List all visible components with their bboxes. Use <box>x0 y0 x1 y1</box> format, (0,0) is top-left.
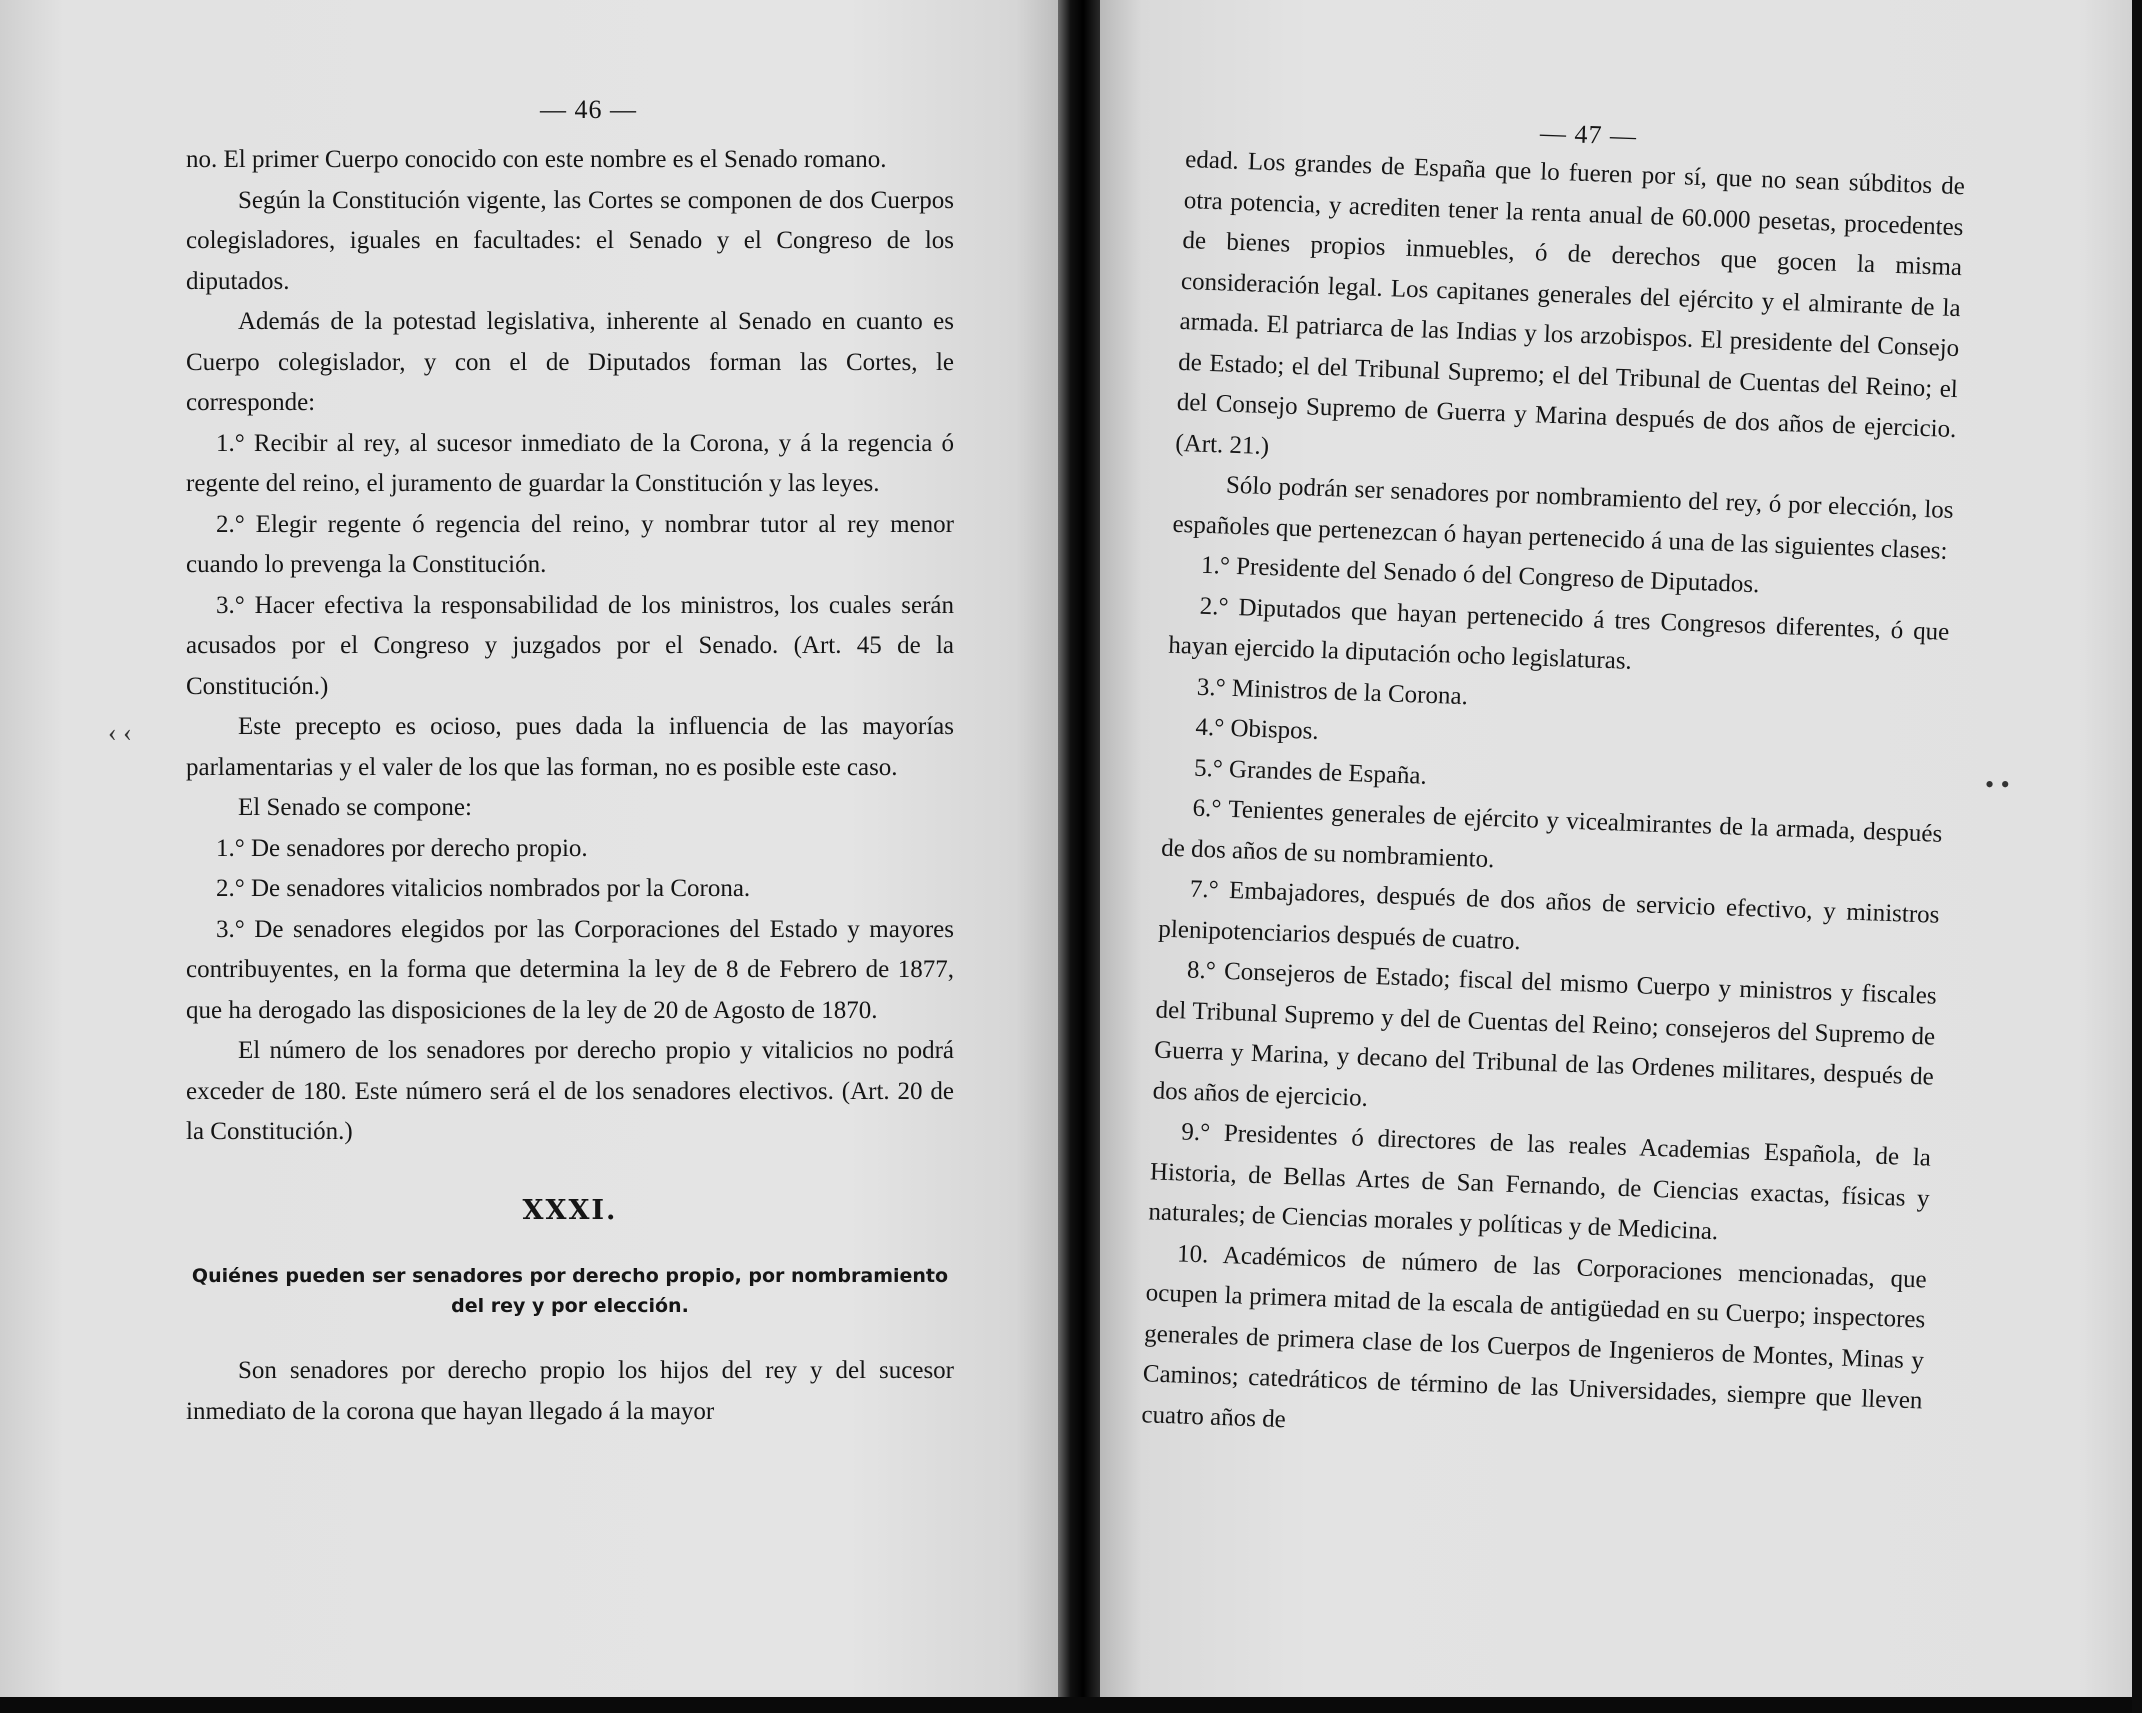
chapter-heading: XXXI. <box>522 1194 618 1226</box>
list-item: 1.° Recibir al rey, al sucesor inmediato de la Corona, y á la regencia ó regente del reino, el juramento de guardar la Constitución y las leyes. <box>186 429 954 497</box>
page-number-left: — 46 — <box>540 95 637 124</box>
book-gutter <box>1058 0 1100 1713</box>
page-number-right: — 47 — <box>1539 118 1638 151</box>
paragraph: Sólo podrán ser senadores por nombramiento del rey, ó por elección, los españoles que pertenezcan ó hayan pertenecido á una de las siguientes clases: <box>1172 471 1955 565</box>
right-page-text <box>1141 140 1966 1462</box>
paragraph: edad. Los grandes de España que lo fueren por sí, que no sean súbditos de otra potencia, y acrediten tener la renta anual de 60.000 pesetas, procedentes de bienes propios inmuebles, ó de derechos que gocen la misma consideración legal. Los capitanes generales del ejército y el almirante de la armada. El patriarca de las Indias y los arzobispos. El presidente del Consejo de Estado; el del Tribunal Supremo; el del Tribunal de Cuentas del Reino; el del Consejo Supremo de Guerra y Marina después de dos años de ejercicio. (Art. 21.) <box>1174 145 1966 460</box>
list-item: 10. Académicos de número de las Corporaciones mencionadas, que ocupen la primera mitad de la escala de antigüedad en su Cuerpo; inspectores generales de primera clase de los Cuerpos de Ingenieros de Montes, Minas y Caminos; catedráticos de término de las Universidades, siempre que lleven cuatro años de <box>1141 1239 1928 1433</box>
scan-right-edge <box>2132 0 2142 1713</box>
paragraph: Son senadores por derecho propio los hijos del rey y del sucesor inmediato de la corona que hayan llegado á la mayor <box>186 1357 954 1425</box>
left-page-text <box>186 140 954 1432</box>
paragraph: no. El primer Cuerpo conocido con este nombre es el Senado romano. <box>186 146 887 173</box>
paragraph: El número de los senadores por derecho propio y vitalicios no podrá exceder de 180. Este número será el de los senadores electivos. (Art. 20 de la Constitución.) <box>186 1037 954 1145</box>
list-item: 4.° Obispos. <box>1195 713 1320 745</box>
list-item: 3.° De senadores elegidos por las Corporaciones del Estado y mayores contribuyentes, en la forma que determina la ley de 8 de Febrero de 1877, que ha derogado las disposiciones de la ley de 20 de Agosto de 1870. <box>186 915 954 1024</box>
list-item: 2.° Elegir regente ó regencia del reino, y nombrar tutor al rey menor cuando lo prevenga la Constitución. <box>186 510 954 578</box>
chapter-subtitle: Quiénes pueden ser senadores por derecho propio, por nombramiento del rey y por elección. <box>191 1265 949 1317</box>
paragraph: Además de la potestad legislativa, inherente al Senado en cuanto es Cuerpo colegislador, y con el de Diputados forman las Cortes, le corresponde: <box>186 308 954 416</box>
list-item: 5.° Grandes de España. <box>1193 754 1428 790</box>
list-item: 9.° Presidentes ó directores de las reales Academias Española, de la Historia, de Bellas Artes de San Fernando, de Ciencias exactas, físicas y naturales; de Ciencias morales y políticas y de Medicina. <box>1148 1118 1932 1246</box>
list-item: 2.° De senadores vitalicios nombrados por la Corona. <box>216 875 751 902</box>
list-item: 1.° Presidente del Senado ó del Congreso de Diputados. <box>1200 551 1760 599</box>
list-item: 3.° Ministros de la Corona. <box>1196 673 1469 710</box>
paragraph: Este precepto es ocioso, pues dada la influencia de las mayorías parlamentarias y el valer de los que las forman, no es posible este caso. <box>186 713 954 781</box>
margin-mark: ‹ ‹ <box>108 718 132 747</box>
paragraph: El Senado se compone: <box>238 794 472 821</box>
paragraph: Según la Constitución vigente, las Cortes se componen de dos Cuerpos colegisladores, iguales en facultades: el Senado y el Congreso de los diputados. <box>186 186 954 295</box>
list-item: 8.° Consejeros de Estado; fiscal del mismo Cuerpo y ministros y fiscales del Tribunal Supremo y del de Cuentas del Reino; consejeros del Supremo de Guerra y Marina, y decano del Tribunal de las Ordenes militares, después de dos años de ejercicio. <box>1152 956 1938 1112</box>
list-item: 2.° Diputados que hayan pertenecido á tres Congresos diferentes, ó que hayan ejercido la diputación ocho legislaturas. <box>1167 592 1950 675</box>
margin-mark: • • <box>1985 770 2010 799</box>
list-item: 3.° Hacer efectiva la responsabilidad de los ministros, los cuales serán acusados por el Congreso y juzgados por el Senado. (Art. 45 de la Constitución.) <box>186 591 954 700</box>
list-item: 1.° De senadores por derecho propio. <box>216 834 588 862</box>
list-item: 7.° Embajadores, después de dos años de servicio efectivo, y ministros plenipotenciarios después de cuatro. <box>1157 875 1940 955</box>
scan-bottom-edge <box>0 1697 2142 1713</box>
list-item: 6.° Tenientes generales de ejército y vicealmirantes de la armada, después de dos años de su nombramiento. <box>1160 794 1943 873</box>
